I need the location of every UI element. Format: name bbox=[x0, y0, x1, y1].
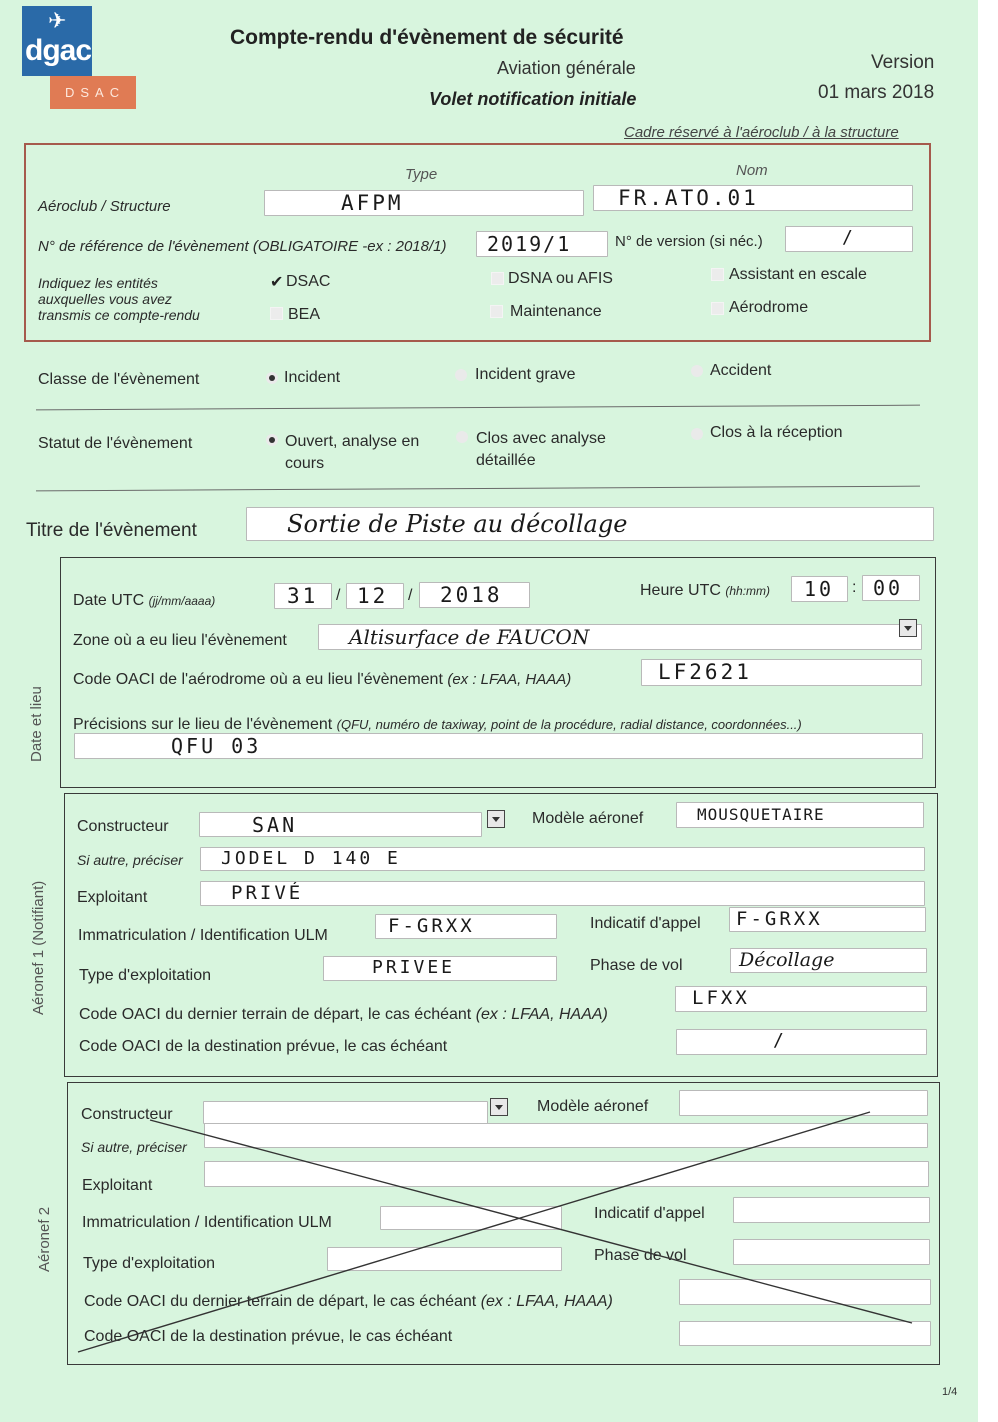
dsac-check-icon[interactable]: ✔ bbox=[270, 274, 284, 291]
entity-dsac-label: DSAC bbox=[286, 273, 331, 290]
heure-m-value: 00 bbox=[873, 576, 904, 600]
a1-exploitant-value: PRIVÉ bbox=[231, 882, 304, 904]
a2-depart-label: Code OACI du dernier terrain de départ, le cas échéant (ex : LFAA, HAAA) bbox=[84, 1293, 613, 1310]
zone-label: Zone où a eu lieu l'évènement bbox=[73, 632, 287, 649]
date-year-value: 2018 bbox=[440, 583, 503, 607]
bird-icon: ✈ bbox=[48, 8, 67, 33]
a1-phase-label: Phase de vol bbox=[590, 957, 683, 974]
a1-dest-value: / bbox=[773, 1030, 787, 1051]
a1-depart-label: Code OACI du dernier terrain de départ, le cas échéant (ex : LFAA, HAAA) bbox=[79, 1006, 608, 1023]
a1-depart-value: LFXX bbox=[692, 987, 750, 1009]
date-separator: / bbox=[336, 587, 341, 604]
a2-immat-label: Immatriculation / Identification ULM bbox=[82, 1214, 332, 1231]
ref-value: 2019/1 bbox=[487, 232, 572, 256]
a2-exploitant-label: Exploitant bbox=[82, 1177, 153, 1194]
precisions-value: QFU 03 bbox=[171, 734, 262, 758]
a1-type-expl-value: PRIVEE bbox=[372, 957, 456, 978]
oaci-value: LF2621 bbox=[658, 660, 752, 684]
form-title: Compte-rendu d'évènement de sécurité bbox=[230, 26, 624, 49]
classe-incident-label: Incident bbox=[284, 369, 341, 386]
a2-constructeur-label: Constructeur bbox=[81, 1106, 173, 1123]
a1-type-expl-label: Type d'exploitation bbox=[79, 967, 212, 984]
form-subtitle: Aviation générale bbox=[497, 58, 636, 78]
aeroclub-nom-value: FR.ATO.01 bbox=[618, 186, 759, 210]
crossout-line bbox=[78, 1112, 870, 1352]
type-header: Type bbox=[405, 166, 438, 183]
entity-dsna-label: DSNA ou AFIS bbox=[508, 270, 613, 287]
aeronef1-section-label: Aéronef 1 (Notifiant) bbox=[30, 880, 47, 1015]
date-month-value: 12 bbox=[357, 584, 389, 608]
a1-si-autre-value: JODEL D 140 E bbox=[221, 848, 401, 869]
aeroclub-type-value: AFPM bbox=[341, 191, 404, 215]
heure-h-value: 10 bbox=[804, 577, 835, 601]
a1-exploitant-label: Exploitant bbox=[77, 889, 148, 906]
date-separator: / bbox=[408, 587, 413, 604]
titre-value: Sortie de Piste au décollage bbox=[287, 510, 628, 538]
a2-phase-label: Phase de vol bbox=[594, 1247, 687, 1264]
a1-modele-label: Modèle aéronef bbox=[532, 810, 644, 827]
aeronef2-section-label: Aéronef 2 bbox=[36, 1206, 53, 1272]
logo-dgac-text: dgac bbox=[25, 34, 92, 67]
classe-label: Classe de l'évènement bbox=[38, 371, 200, 388]
reserved-caption: Cadre réservé à l'aéroclub / à la structure bbox=[624, 124, 899, 141]
aeroclub-label: Aéroclub / Structure bbox=[38, 198, 171, 215]
statut-clos-analyse-label: Clos avec analyse détaillée bbox=[476, 430, 606, 469]
a2-indicatif-label: Indicatif d'appel bbox=[594, 1205, 705, 1222]
entity-assistant-label: Assistant en escale bbox=[729, 266, 867, 283]
oaci-label: Code OACI de l'aérodrome où a eu lieu l'évènement (ex : LFAA, HAAA) bbox=[73, 671, 572, 688]
entity-maintenance-label: Maintenance bbox=[510, 303, 602, 320]
statut-label: Statut de l'évènement bbox=[38, 435, 193, 452]
entities-label: Indiquez les entités auxquelles vous avez transmis ce compte-rendu bbox=[38, 275, 200, 323]
zone-value: Altisurface de FAUCON bbox=[349, 625, 590, 649]
a2-si-autre-label: Si autre, préciser bbox=[81, 1139, 187, 1155]
date-day-value: 31 bbox=[287, 584, 319, 608]
precisions-label: Précisions sur le lieu de l'évènement (QFU, numéro de taxiway, point de la procédure, radial distance, coordonnées...) bbox=[73, 716, 802, 733]
classe-accident-label: Accident bbox=[710, 362, 772, 379]
crossout-line bbox=[150, 1120, 912, 1323]
nom-header: Nom bbox=[736, 162, 768, 179]
form-subtitle-2: Volet notification initiale bbox=[429, 89, 637, 109]
page-number: 1/4 bbox=[942, 1386, 958, 1398]
version-label: Version bbox=[871, 52, 935, 73]
version-number-value: / bbox=[842, 227, 856, 248]
logo-dsac-text: DSAC bbox=[65, 85, 126, 100]
a1-dest-label: Code OACI de la destination prévue, le cas échéant bbox=[79, 1038, 448, 1055]
titre-label: Titre de l'évènement bbox=[26, 520, 197, 541]
a1-modele-value: MOUSQUETAIRE bbox=[697, 805, 825, 824]
a1-phase-value: Décollage bbox=[739, 949, 835, 971]
a1-indicatif-value: F-GRXX bbox=[736, 908, 823, 930]
classe-incident-grave-label: Incident grave bbox=[475, 366, 576, 383]
a1-immat-value: F-GRXX bbox=[388, 915, 475, 937]
version-number-label: N° de version (si néc.) bbox=[615, 233, 763, 250]
version-date: 01 mars 2018 bbox=[818, 82, 935, 103]
a1-si-autre-label: Si autre, préciser bbox=[77, 852, 183, 868]
a2-modele-label: Modèle aéronef bbox=[537, 1098, 649, 1115]
a2-dest-label: Code OACI de la destination prévue, le cas échéant bbox=[84, 1328, 453, 1345]
date-label: Date UTC (jj/mm/aaaa) bbox=[73, 592, 216, 609]
statut-clos-reception-label: Clos à la réception bbox=[710, 424, 843, 441]
date-lieu-section-label: Date et lieu bbox=[28, 686, 45, 762]
ref-label: N° de référence de l'évènement (OBLIGATOIRE -ex : 2018/1) bbox=[38, 238, 447, 255]
heure-label: Heure UTC (hh:mm) bbox=[640, 582, 771, 599]
statut-ouvert-label: Ouvert, analyse en cours bbox=[285, 433, 420, 472]
entity-bea-label: BEA bbox=[288, 306, 321, 323]
a2-type-expl-label: Type d'exploitation bbox=[83, 1255, 216, 1272]
a1-immat-label: Immatriculation / Identification ULM bbox=[78, 927, 328, 944]
heure-separator: : bbox=[852, 579, 857, 596]
entity-aerodrome-label: Aérodrome bbox=[729, 299, 809, 316]
a1-indicatif-label: Indicatif d'appel bbox=[590, 915, 701, 932]
a1-constructeur-value: SAN bbox=[252, 813, 298, 837]
a1-constructeur-label: Constructeur bbox=[77, 818, 169, 835]
